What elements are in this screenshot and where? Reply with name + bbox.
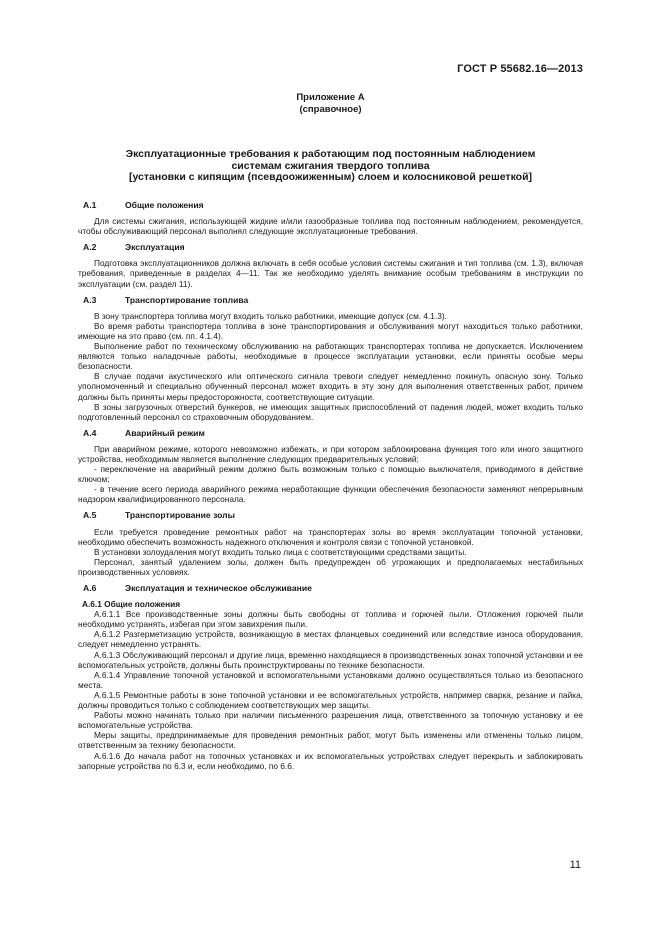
paragraph: А.6.1.5 Ремонтные работы в зоне топочной установки и ее вспомогательных устройств, например сварка, резание и пайка, должны проводиться только с соблюдением соответствующих мер защиты. <box>78 689 583 711</box>
paragraph: При аварийном режиме, которого невозможно избежать, и при котором заблокирована функция того или иного защитного устройства, необходимым является выполнение следующих предварительных условий: <box>78 443 583 464</box>
list-item: - в течение всего периода аварийного режима неработающие функции обеспечения безопасности заменяют непрерывным надзором квалифицированного персонала. <box>78 484 583 505</box>
section-number: А.2 <box>83 242 97 253</box>
document-title-line-2: системам сжигания твердого топлива <box>231 159 430 172</box>
section-title: Транспортирование золы <box>125 510 235 521</box>
paragraph: А.6.1.2 Разгерметизацию устройств, возникающую в местах фланцевых соединений или вследствие износа оборудования, следует немедленно устранять. <box>78 629 583 650</box>
paragraph: А.6.1.4 Управление топочной установкой и вспомогательными установками должно осуществляться только из безопасного места. <box>78 669 583 690</box>
paragraph: В случае подачи акустического или оптического сигнала тревоги следует немедленно покинуть опасную зону. Только уполномоченный и специально обученный персонал может входить в эту зону для выполнения ответственных работ, причем должны быть приняты меры предосторожности, соответствующие ситуации. <box>78 371 583 402</box>
paragraph: А.6.1.3 Обслуживающий персонал и другие лица, временно находящиеся в производственных зонах топочной установки и ее вспомогательных устройств, должны быть проинструктированы по технике безопасности. <box>78 649 583 670</box>
section-heading <box>78 583 583 593</box>
section-title: Общие положения <box>125 200 204 210</box>
section-heading <box>78 510 583 520</box>
document-title-line-3: [установки с кипящим (псевдоожиженным) слоем и колосниковой решеткой] <box>128 171 533 183</box>
section-title: Эксплуатация и техническое обслуживание <box>125 583 312 593</box>
section-number: А.1 <box>83 200 97 210</box>
appendix-heading <box>0 92 661 116</box>
page-number: 11 <box>569 859 581 871</box>
document-standard-code: ГОСТ Р 55682.16—2013 <box>457 63 583 75</box>
paragraph: Если требуется проведение ремонтных работ на транспортерах золы во время эксплуатации топочной установки, необходимо обеспечить возможность надежного отключения и контроля связи с топочной установкой. <box>78 526 583 547</box>
list-item: - переключение на аварийный режим должно быть возможным только с помощью выключателя, приводимого в действие ключом; <box>78 464 583 485</box>
paragraph: В установки золоудаления могут входить только лица с соответствующими средствами защиты. <box>94 546 467 557</box>
section-number: А.3 <box>83 294 97 305</box>
paragraph: В зоны загрузочных отверстий бункеров, не имеющих защитных приспособлений от падения людей, может входить только подготовленный персонал со страховочным оборудованием. <box>78 401 583 422</box>
appendix-subtitle: (справочное) <box>299 104 362 115</box>
paragraph: Меры защиты, предпринимаемые для проведения ремонтных работ, могут быть изменены или отменены только лицом, ответственным за технику безопасности. <box>78 730 583 751</box>
section-number: А.6 <box>83 583 97 593</box>
paragraph: В зону транспортера топлива могут входить только работники, имеющие допуск (см. 4.1.3). <box>94 310 447 321</box>
paragraph: А.6.1.6 До начала работ на топочных установках и их вспомогательных устройствах следует перекрыть и заблокировать запорные устройства по 6.3 и, если необходимо, по 6.6. <box>78 750 583 771</box>
paragraph: Выполнение работ по техническому обслуживанию на работающих транспортерах топлива не допускается. Исключением являются только наладочные работы, необходимые в процессе эксплуатации установки, если приняты особые меры безопасности. <box>78 341 583 372</box>
paragraph: А.6.1.1 Все производственные зоны должны быть свободны от топлива и горючей пыли. Отложения горючей пыли необходимо устранять, избегая при этом завихрения пыли. <box>78 609 583 630</box>
section-title: Транспортирование топлива <box>125 294 249 305</box>
paragraph: Во время работы транспортера топлива в зоне транспортирования и обслуживания могут находиться только работники, имеющие на это право (см. пп. 4.1.4). <box>78 320 583 341</box>
section-heading <box>78 242 583 252</box>
document-body <box>78 194 583 771</box>
document-title-line-1: Эксплуатационные требования к работающим под постоянным наблюдением <box>125 148 536 160</box>
section-number: А.5 <box>83 510 97 521</box>
section-heading <box>78 428 583 438</box>
appendix-title: Приложение А <box>296 92 365 103</box>
section-title: Эксплуатация <box>125 242 185 253</box>
section-heading <box>78 295 583 305</box>
document-title <box>68 149 593 184</box>
paragraph: Персонал, занятый удалением золы, должен быть предупрежден об угрожающих и предполагаемых нестабильных производственных условиях. <box>78 556 583 577</box>
paragraph: Работы можно начинать только при наличии письменного разрешения лица, ответственного за топочную установку и ее вспомогательные устройства. <box>78 710 583 731</box>
paragraph: Для системы сжигания, использующей жидкие и/или газообразные топлива под постоянным наблюдением, рекомендуется, чтобы обслуживающий персонал выполнял следующие эксплуатационные требования. <box>78 216 583 237</box>
section-number: А.4 <box>83 427 97 438</box>
section-heading <box>78 200 583 210</box>
paragraph: Подготовка эксплуатационников должна включать в себя особые условия системы сжигания и тип топлива (см. 1.3), включая требования, приведенные в разделах 4—11. Так же необходимо уделять внимание особым требованиям в инструкции по эксплуатации (см. раздел 11). <box>78 258 583 289</box>
section-title: Аварийный режим <box>125 427 205 438</box>
subsection-heading: А.6.1 Общие положения <box>82 599 181 610</box>
